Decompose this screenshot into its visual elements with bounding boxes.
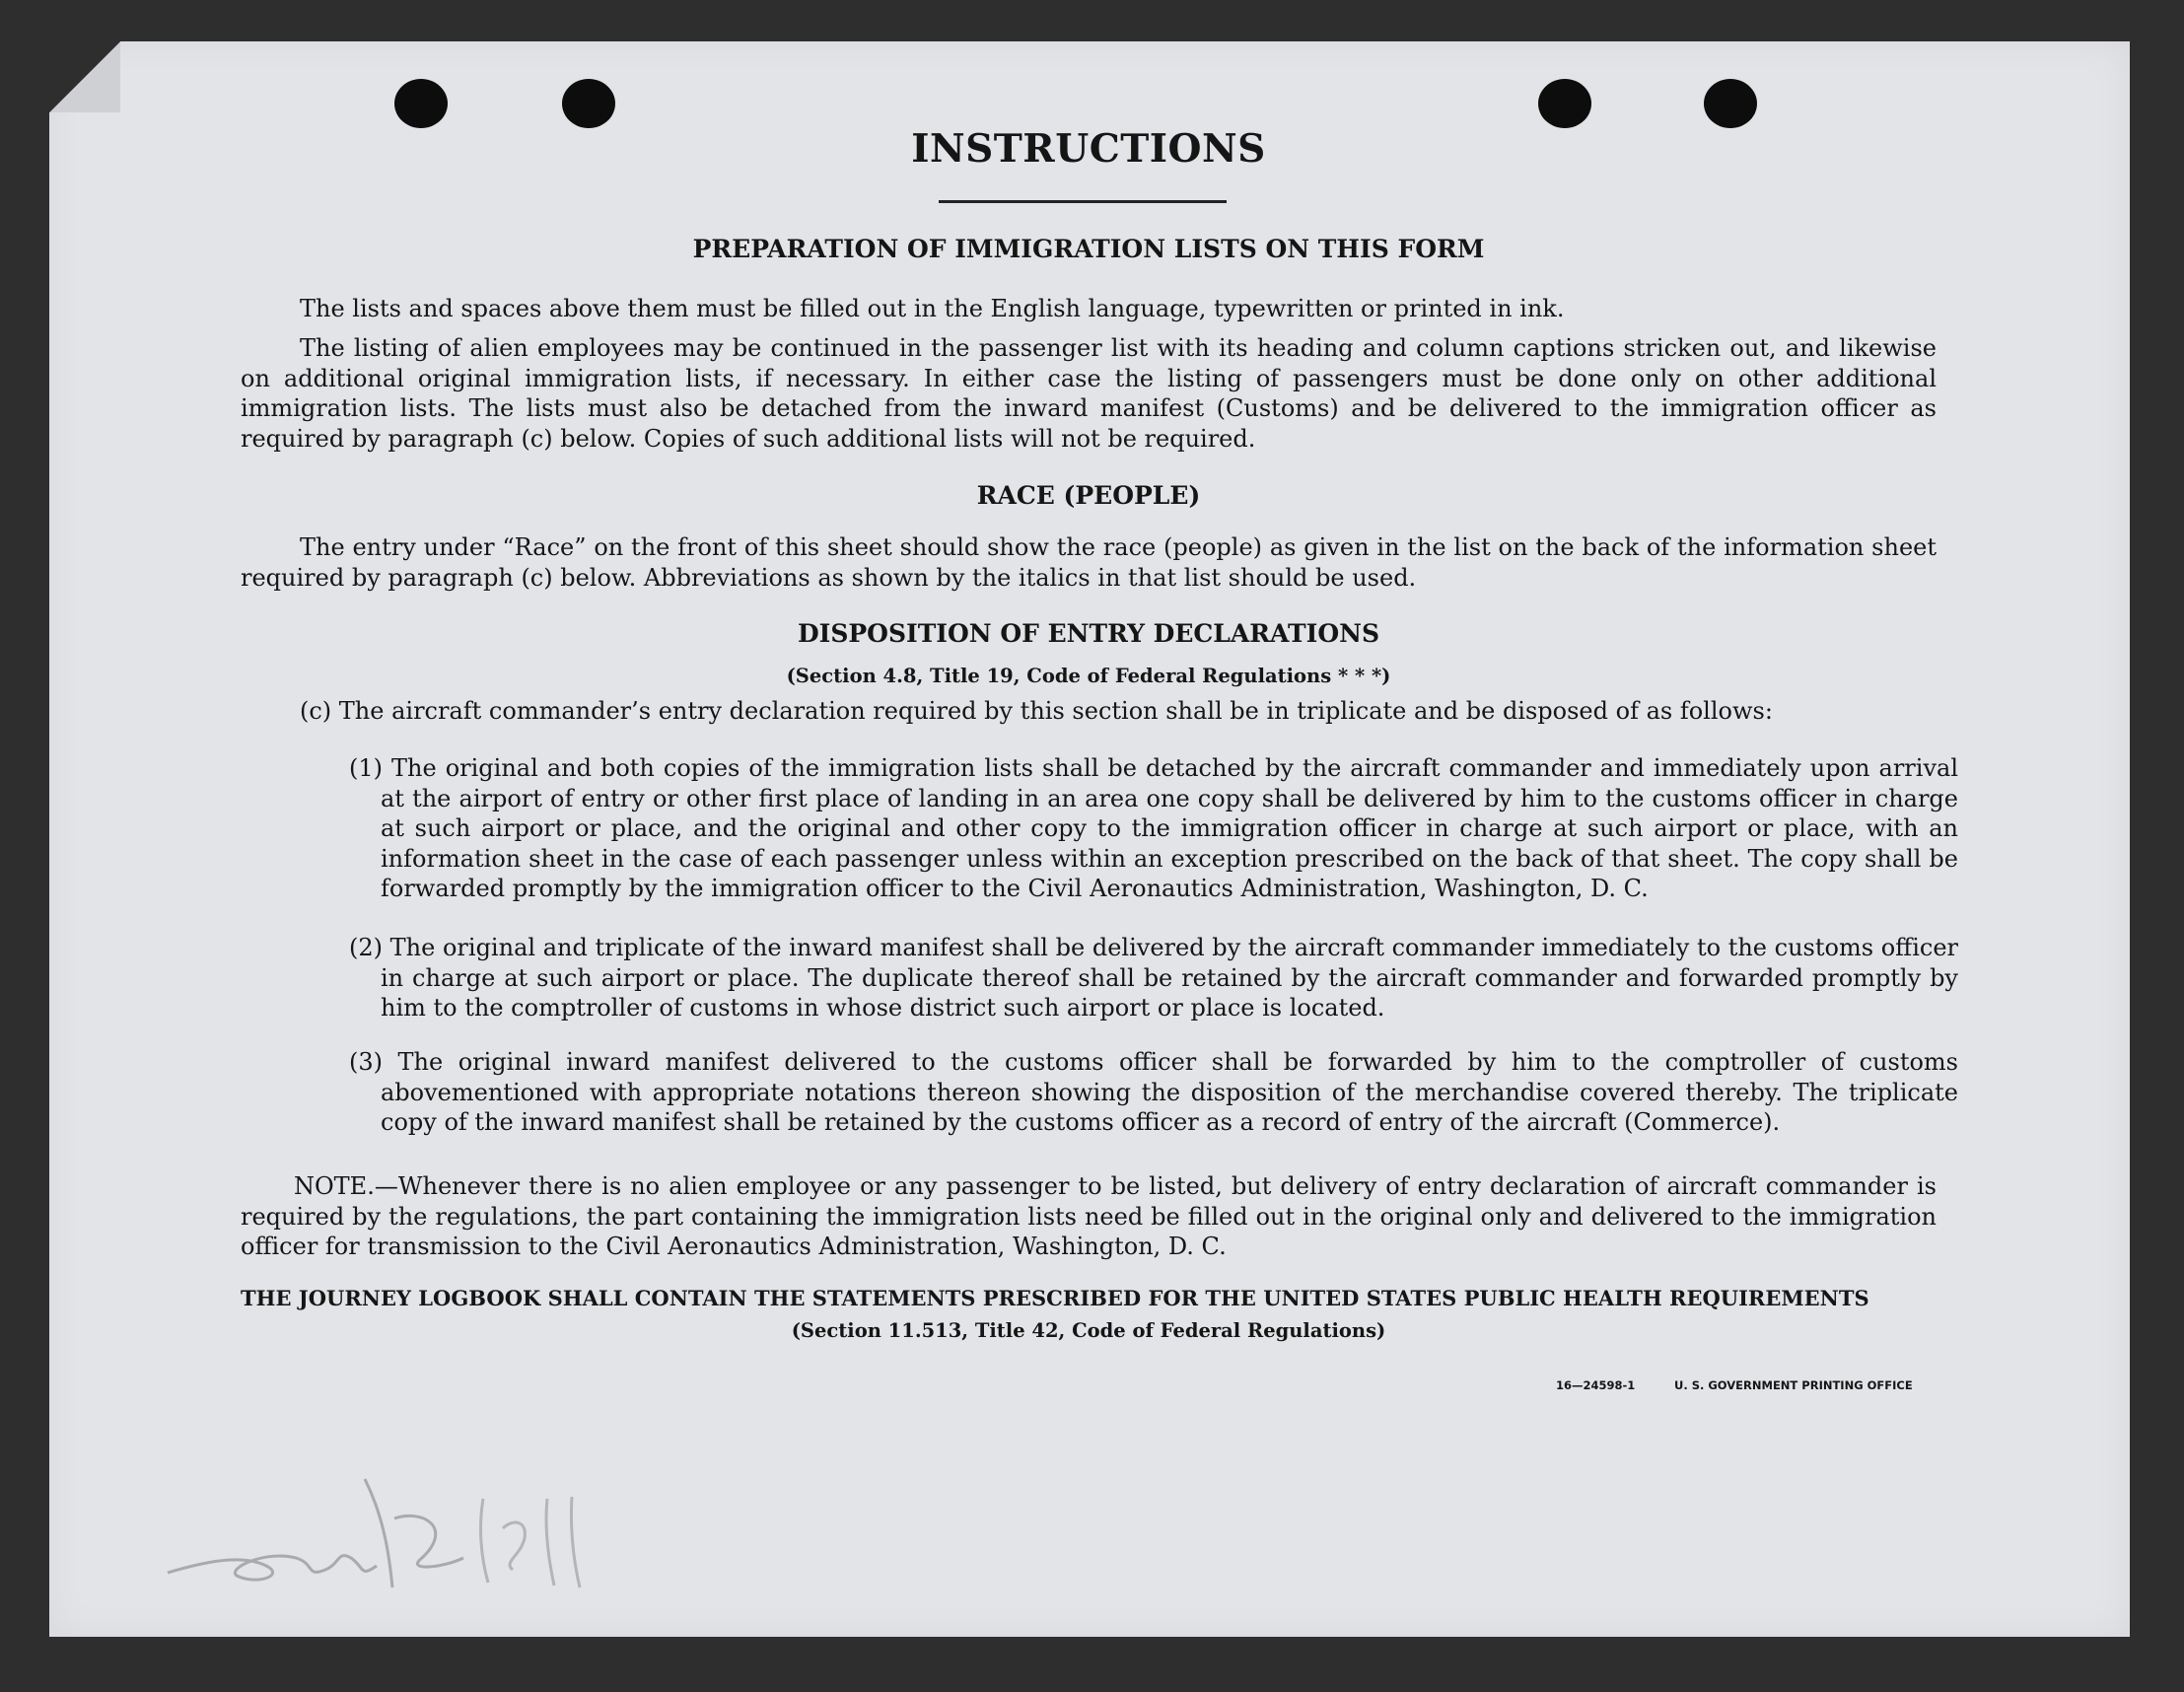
disposition-citation: (Section 4.8, Title 19, Code of Federal Regulations * * *) [786, 665, 1391, 687]
form-number: 16—24598-1 [1556, 1378, 1636, 1392]
punch-hole [562, 79, 615, 128]
list-item-2: (2) The original and triplicate of the inward manifest shall be delivered by the aircraft commander immediately to the customs officer in charge at such airport or place. The duplicate thereof shall be retained by the aircraft commander and forwarded promptly by him to the comptroller of customs in whose district such airport or place is located. [349, 934, 1958, 1022]
punch-hole [1704, 79, 1757, 128]
page-title: INSTRUCTIONS [911, 126, 1266, 172]
paragraph-language: The lists and spaces above them must be filled out in the English language, typewritten or printed in ink. [300, 295, 1565, 322]
section-heading-preparation: PREPARATION OF IMMIGRATION LISTS ON THIS FORM [692, 235, 1485, 263]
paragraph-race: The entry under “Race” on the front of this sheet should show the race (people) as given in the list on the back of the information sheet required by paragraph (c) below. Abbreviations as shown by the italics in that list should be used. [241, 533, 1937, 592]
public-health-statement: THE JOURNEY LOGBOOK SHALL CONTAIN THE STATEMENTS PRESCRIBED FOR THE UNITED STATES PUBLIC HEALTH REQUIREMENTS [241, 1286, 1869, 1310]
note-paragraph: NOTE.—Whenever there is no alien employee or any passenger to be listed, but delivery of entry declaration of aircraft commander is required by the regulations, the part containing the immigration lists need be filled out in the original only and delivered to the immigration officer for transmission to the Civil Aeronautics Administration, Washington, D. C. [241, 1172, 1937, 1260]
punch-hole [1538, 79, 1591, 128]
list-item-1: (1) The original and both copies of the immigration lists shall be detached by the aircraft commander and immediately upon arrival at the airport of entry or other first place of landing in an area one copy shall be delivered by him to the customs officer in charge at such airport or place, and the original and other copy to the immigration officer in charge at such airport or place, with an information sheet in the case of each passenger unless within an exception prescribed on the back of that sheet. The copy shall be forwarded promptly by the immigration officer to the Civil Aeronautics Administration, Washington, D. C. [349, 754, 1958, 902]
folded-corner [49, 41, 120, 112]
section-heading-race: RACE (PEOPLE) [976, 481, 1201, 510]
handwritten-signature [158, 1459, 651, 1617]
paragraph-entry-declaration: (c) The aircraft commander’s entry declaration required by this section shall be in triplicate and be disposed of as follows: [300, 697, 1773, 725]
punch-hole [394, 79, 448, 128]
title-underline [939, 200, 1227, 203]
list-item-3: (3) The original inward manifest delivered to the customs officer shall be forwarded by him to the comptroller of customs abovementioned with appropriate notations thereon showing the disposition of the merchandise covered thereby. The triplicate copy of the inward manifest shall be retained by the customs officer as a record of entry of the aircraft (Commerce). [349, 1048, 1958, 1136]
paragraph-alien-employees: The listing of alien employees may be continued in the passenger list with its heading and column captions stricken out, and likewise on additional original immigration lists, if necessary. In either case the listing of passengers must be done only on other additional immigration lists. The lists must also be detached from the inward manifest (Customs) and be delivered to the immigration officer as required by paragraph (c) below. Copies of such additional lists will not be required. [241, 334, 1937, 453]
public-health-citation: (Section 11.513, Title 42, Code of Federal Regulations) [791, 1319, 1386, 1342]
section-heading-disposition: DISPOSITION OF ENTRY DECLARATIONS [797, 619, 1380, 648]
printer-imprint: U. S. GOVERNMENT PRINTING OFFICE [1674, 1378, 1913, 1392]
